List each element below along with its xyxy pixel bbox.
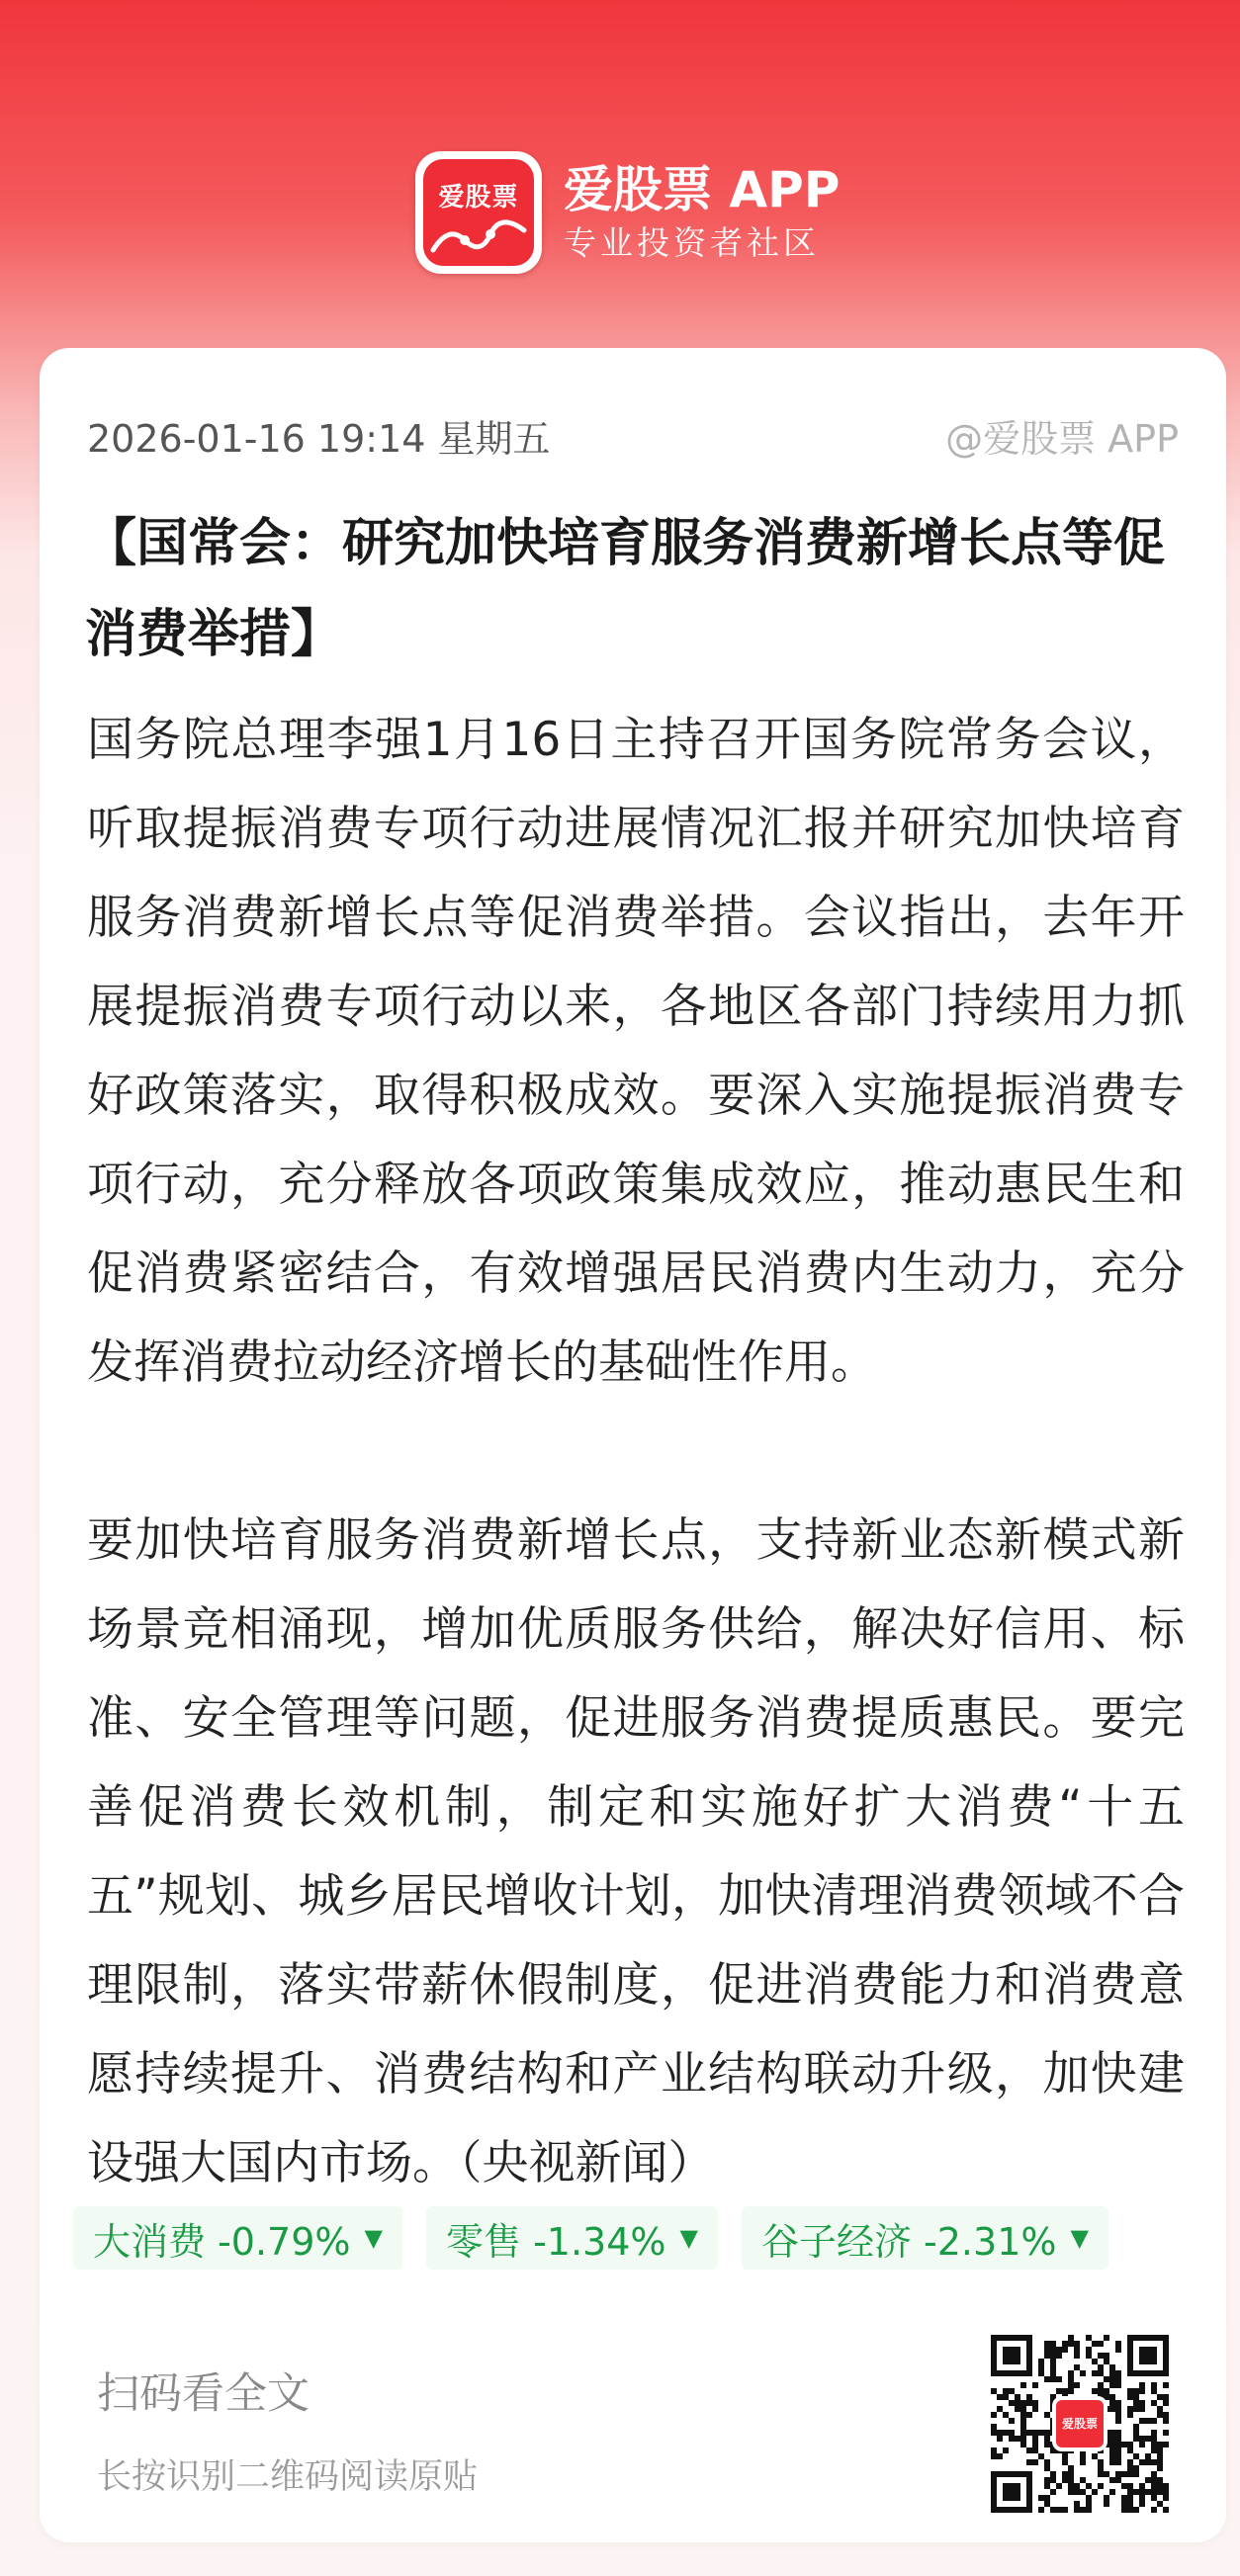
qr-logo-icon: 爱股票 [1052,2396,1107,2451]
down-arrow-icon: ▼ [679,2224,698,2252]
stock-tag-label: 谷子经济 -2.31% [760,2219,1057,2264]
stock-tag-retail[interactable] [426,2206,718,2270]
stock-tag-label: 大消费 -0.79% [93,2219,351,2264]
post-headline: 【国常会：研究加快培育服务消费新增长点等促消费举措】 [85,514,1166,664]
brand-slogan: 专业投资者社区 [564,223,820,262]
post-source: @爱股票 APP [945,416,1179,461]
chart-line-icon [429,211,528,260]
post-paragraph: 国务院总理李强1月16日主持召开国务院常务会议，听取提振消费专项行动进展情况汇报并研究加快培育服务消费新增长点等促消费举措。会议指出，去年开展提振消费专项行动以来，各地区各部门持续用力抓好政策落实，取得积极成效。要深入实施提振消费专项行动，充分释放各项政策集成效应，推动惠民生和促消费紧密结合，有效增强居民消费内生动力，充分发挥消费拉动经济增长的基础性作用。 [87,713,1185,1390]
stock-tag-label: 零售 -1.34% [445,2219,666,2264]
post-paragraph: 要加快培育服务消费新增长点，支持新业态新模式新场景竞相涌现，增加优质服务供给，解决好信用、标准、安全管理等问题，促进服务消费提质惠民。要完善促消费长效机制，制定和实施好扩大消费“十五五”规划、城乡居民增收计划，加快清理消费领域不合理限制，落实带薪休假制度，促进消费能力和消费意愿持续提升、消费结构和产业结构联动升级，加快建设强大国内市场。（央视新闻） [87,1513,1185,2190]
post-meta [87,405,1179,465]
app-logo-icon [415,151,542,274]
scan-subtitle: 长按识别二维码阅读原贴 [97,2457,479,2497]
post-card [40,348,1226,2542]
down-arrow-icon: ▼ [364,2224,383,2252]
stock-tags [73,2206,1191,2270]
brand-name: 爱股票 APP [564,161,841,218]
stock-tag-guzi-economy[interactable] [742,2206,1108,2270]
down-arrow-icon: ▼ [1070,2224,1089,2252]
logo-text: 爱股票 [438,183,519,213]
brand-header [415,148,841,277]
qr-code[interactable] [991,2335,1169,2513]
stock-tag-consumer[interactable] [73,2206,402,2270]
scan-title: 扫码看全文 [97,2369,310,2419]
post-body [87,696,1185,2208]
post-datetime: 2026-01-16 19:14 星期五 [87,416,551,461]
